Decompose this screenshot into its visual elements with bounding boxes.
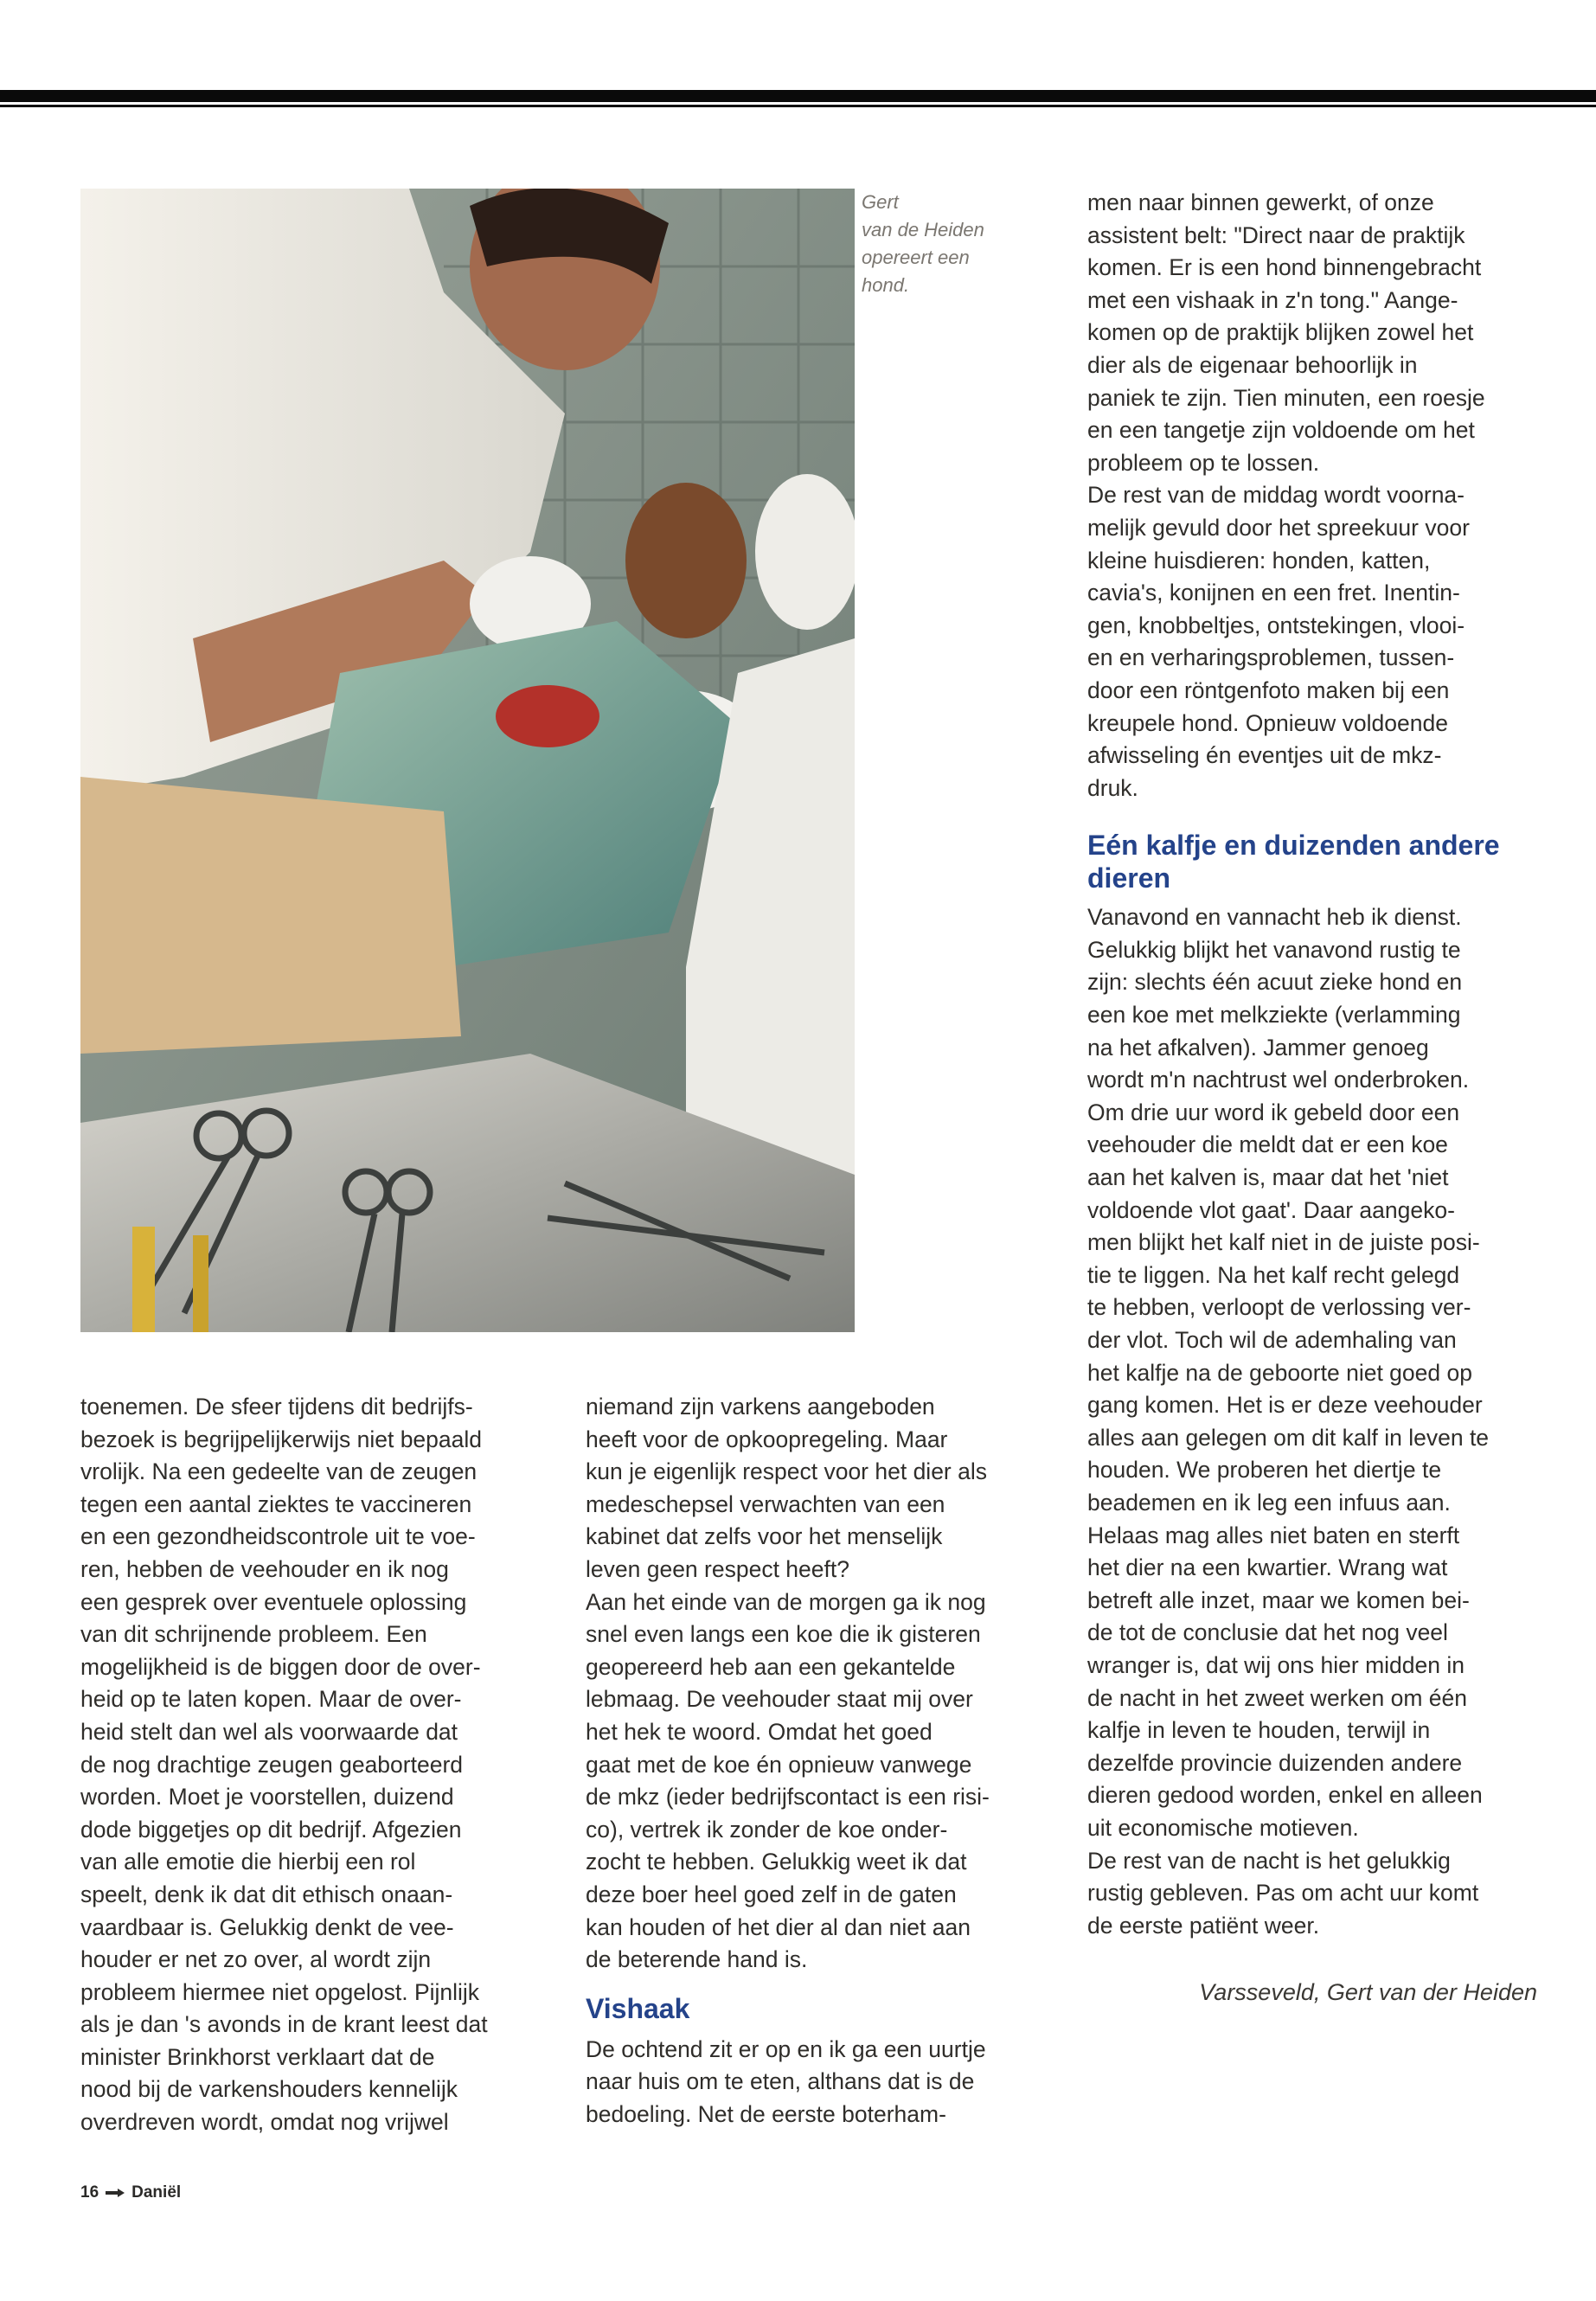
- text-line: nood bij de varkenshouders kennelijk: [80, 2076, 458, 2103]
- text-line: alles aan gelegen om dit kalf in leven te: [1087, 1424, 1490, 1451]
- caption-line: hond.: [862, 274, 910, 296]
- text-line: voldoende vlot gaat'. Daar aangeko-: [1087, 1196, 1455, 1223]
- text-line: en en verharingsproblemen, tussen-: [1087, 644, 1455, 671]
- text-line: deze boer heel goed zelf in de gaten: [586, 1881, 957, 1907]
- text-line: heid stelt dan wel als voorwaarde dat: [80, 1718, 458, 1745]
- text-line: de eerste patiënt weer.: [1087, 1912, 1320, 1939]
- text-line: toenemen. De sfeer tijdens dit bedrijfs-: [80, 1394, 473, 1420]
- text-line: kleine huisdieren: honden, katten,: [1087, 547, 1431, 574]
- page-folio: [80, 2183, 181, 2202]
- text-line: Aan het einde van de morgen ga ik nog: [586, 1588, 986, 1615]
- text-line: lebmaag. De veehouder staat mij over: [586, 1686, 973, 1713]
- text-line: kreupele hond. Opnieuw voldoende: [1087, 709, 1448, 736]
- text-line: gen, knobbeltjes, ontstekingen, vlooi-: [1087, 612, 1465, 638]
- text-line: worden. Moet je voorstellen, duizend: [80, 1784, 454, 1811]
- text-line: snel even langs een koe die ik gisteren: [586, 1621, 981, 1648]
- text-line: afwisseling én eventjes uit de mkz-: [1087, 742, 1442, 769]
- text-line: betreft alle inzet, maar we komen bei-: [1087, 1586, 1470, 1613]
- text-line: Om drie uur word ik gebeld door een: [1087, 1099, 1460, 1125]
- text-line: de beterende hand is.: [586, 1946, 808, 1973]
- text-line: overdreven wordt, omdat nog vrijwel: [80, 2109, 449, 2136]
- text-line: uit economische motieven.: [1087, 1814, 1359, 1841]
- text-line: een gesprek over eventuele oplossing: [80, 1588, 467, 1615]
- text-line: speelt, denk ik dat dit ethisch onaan-: [80, 1881, 453, 1907]
- text-line: zocht te hebben. Gelukkig weet ik dat: [586, 1849, 967, 1875]
- text-line: te hebben, verloopt de verlossing ver-: [1087, 1294, 1471, 1321]
- text-line: aan het kalven is, maar dat het 'niet: [1087, 1164, 1449, 1191]
- text-line: beademen en ik leg een infuus aan.: [1087, 1489, 1451, 1516]
- text-line: vaardbaar is. Gelukkig denkt de vee-: [80, 1913, 454, 1940]
- right-column: [1087, 187, 1554, 1942]
- caption-line: opereert een: [862, 247, 970, 268]
- text-line: Helaas mag alles niet baten en sterft: [1087, 1522, 1460, 1548]
- text-line: het hek te woord. Omdat het goed: [586, 1718, 933, 1745]
- text-line: dieren gedood worden, enkel en alleen: [1087, 1782, 1483, 1809]
- left-column: [80, 1391, 548, 2139]
- author-signature: Varsseveld, Gert van der Heiden: [1199, 1979, 1537, 2005]
- text-line: dode biggetjes op dit bedrijf. Afgezien: [80, 1816, 462, 1843]
- arrow-right-icon: [106, 2189, 125, 2197]
- text-line: der vlot. Toch wil de ademhaling van: [1087, 1327, 1457, 1353]
- text-line: kalfje in leven te houden, terwijl in: [1087, 1717, 1431, 1744]
- text-line: De rest van de middag wordt voorna-: [1087, 482, 1465, 509]
- caption-line: Gert: [862, 191, 899, 213]
- text-line: heid op te laten kopen. Maar de over-: [80, 1686, 462, 1713]
- top-rule-thin: [0, 105, 1596, 107]
- text-line: een koe met melkziekte (verlamming: [1087, 1002, 1461, 1029]
- paragraph: [80, 1391, 548, 2139]
- text-line: leven geen respect heeft?: [586, 1555, 849, 1582]
- text-line: men blijkt het kalf niet in de juiste posi-: [1087, 1229, 1480, 1256]
- text-line: gaat met de koe én opnieuw vanwege: [586, 1751, 972, 1778]
- paragraph: [586, 1391, 1053, 1586]
- text-line: De rest van de nacht is het gelukkig: [1087, 1847, 1451, 1874]
- text-line: cavia's, konijnen en een fret. Inentin-: [1087, 580, 1460, 606]
- text-line: de nacht in het zweet werken om één: [1087, 1684, 1467, 1711]
- text-line: naar huis om te eten, althans dat is de: [586, 2068, 975, 2095]
- text-line: bezoek is begrijpelijkerwijs niet bepaald: [80, 1426, 483, 1452]
- text-line: probleem hiermee niet opgelost. Pijnlijk: [80, 1978, 480, 2005]
- text-line: de nog drachtige zeugen geaborteerd: [80, 1751, 464, 1778]
- magazine-name: Daniël: [131, 2183, 182, 2202]
- text-line: na het afkalven). Jammer genoeg: [1087, 1034, 1429, 1061]
- text-line: heeft voor de opkoopregeling. Maar: [586, 1426, 948, 1452]
- text-line: men naar binnen gewerkt, of onze: [1087, 189, 1434, 215]
- photo-caption: [862, 189, 1000, 299]
- text-line: kun je eigenlijk respect voor het dier als: [586, 1458, 987, 1485]
- text-line: gang komen. Het is er deze veehouder: [1087, 1392, 1483, 1419]
- text-line: zijn: slechts één acuut zieke hond en: [1087, 969, 1463, 996]
- text-line: veehouder die meldt dat er een koe: [1087, 1131, 1448, 1158]
- text-line: het dier na een kwartier. Wrang wat: [1087, 1554, 1448, 1581]
- text-line: als je dan 's avonds in de krant leest dat: [80, 2011, 488, 2038]
- text-line: ren, hebben de veehouder en ik nog: [80, 1555, 449, 1582]
- text-line: door een röntgenfoto maken bij een: [1087, 676, 1450, 703]
- text-line: melijk gevuld door het spreekuur voor: [1087, 514, 1470, 541]
- caption-line: van de Heiden: [862, 219, 984, 240]
- page-number: 16: [80, 2183, 99, 2202]
- text-line: de tot de conclusie dat het nog veel: [1087, 1619, 1448, 1646]
- heading-line: dieren: [1087, 862, 1171, 894]
- paragraph: [1087, 1845, 1554, 1943]
- text-line: met een vishaak in z'n tong." Aange-: [1087, 286, 1458, 313]
- text-line: wordt m'n nachtrust wel onderbroken.: [1087, 1067, 1470, 1093]
- middle-column: [586, 1391, 1053, 2131]
- text-line: van alle emotie die hierbij een rol: [80, 1849, 416, 1875]
- text-line: dezelfde provincie duizenden andere: [1087, 1749, 1463, 1776]
- text-line: medeschepsel verwachten van een: [586, 1490, 945, 1517]
- section-heading: [1087, 829, 1554, 894]
- text-line: mogelijkheid is de biggen door de over-: [80, 1653, 481, 1680]
- text-line: geopereerd heb aan een gekantelde: [586, 1653, 956, 1680]
- text-line: rustig gebleven. Pas om acht uur komt: [1087, 1880, 1479, 1907]
- text-line: de mkz (ieder bedrijfscontact is een risi-: [586, 1784, 990, 1811]
- text-line: assistent belt: "Direct naar de praktijk: [1087, 221, 1465, 248]
- text-line: tegen een aantal ziektes te vaccineren: [80, 1490, 472, 1517]
- text-line: wranger is, dat wij ons hier midden in: [1087, 1651, 1465, 1678]
- text-line: komen op de praktijk blijken zowel het: [1087, 319, 1474, 346]
- text-line: kabinet dat zelfs voor het menselijk: [586, 1523, 943, 1550]
- surgery-photo: [80, 189, 855, 1332]
- text-line: dier als de eigenaar behoorlijk in: [1087, 351, 1418, 378]
- paragraph: [1087, 187, 1554, 479]
- text-line: probleem op te lossen.: [1087, 449, 1320, 476]
- text-line: tie te liggen. Na het kalf recht gelegd: [1087, 1261, 1460, 1288]
- text-line: houden. We proberen het diertje te: [1087, 1457, 1442, 1484]
- text-line: co), vertrek ik zonder de koe onder-: [586, 1816, 948, 1843]
- text-line: niemand zijn varkens aangeboden: [586, 1394, 935, 1420]
- text-line: vrolijk. Na een gedeelte van de zeugen: [80, 1458, 478, 1485]
- heading-line: Eén kalfje en duizenden andere: [1087, 830, 1500, 862]
- text-line: De ochtend zit er op en ik ga een uurtje: [586, 2035, 986, 2062]
- text-line: en een gezondheidscontrole uit te voe-: [80, 1523, 476, 1550]
- section-heading-vishaak: Vishaak: [586, 1992, 690, 2024]
- text-line: komen. Er is een hond binnengebracht: [1087, 254, 1482, 281]
- text-line: bedoeling. Net de eerste boterham-: [586, 2100, 946, 2127]
- paragraph: [1087, 901, 1554, 1844]
- text-line: houder er net zo over, al wordt zijn: [80, 1946, 432, 1973]
- text-line: paniek te zijn. Tien minuten, een roesje: [1087, 384, 1485, 411]
- top-rule: [0, 90, 1596, 102]
- text-line: minister Brinkhorst verklaart dat de: [80, 2043, 435, 2070]
- text-line: druk.: [1087, 774, 1138, 801]
- paragraph: [586, 1586, 1053, 1977]
- text-line: van dit schrijnende probleem. Een: [80, 1621, 427, 1648]
- paragraph: [586, 2034, 1053, 2131]
- text-line: kan houden of het dier al dan niet aan: [586, 1913, 971, 1940]
- text-line: Gelukkig blijkt het vanavond rustig te: [1087, 936, 1461, 963]
- text-line: en een tangetje zijn voldoende om het: [1087, 417, 1475, 444]
- text-line: Vanavond en vannacht heb ik dienst.: [1087, 904, 1462, 931]
- text-line: het kalfje na de geboorte niet goed op: [1087, 1359, 1472, 1386]
- paragraph: [1087, 479, 1554, 804]
